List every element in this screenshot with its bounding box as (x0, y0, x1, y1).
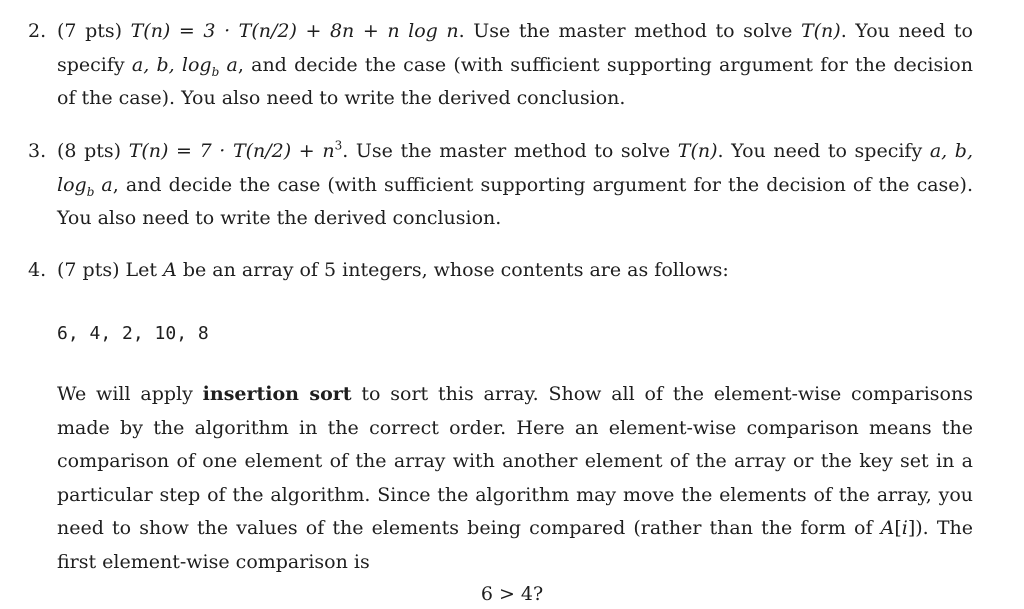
math-span: a (219, 53, 238, 76)
math-span: a, b, log (131, 53, 212, 76)
subscript: b (211, 64, 220, 79)
problem-text (57, 135, 973, 236)
text-span: . You need to specify (717, 140, 930, 162)
problem-number: 3. (28, 140, 47, 162)
problem-2 (28, 15, 973, 116)
points-label: (8 pts) (57, 140, 129, 162)
text-span: , and decide the case (with sufficient supporting argument for the decision of the case). You also need to write the derived conclusion. (57, 173, 973, 229)
math-span: i (901, 517, 908, 539)
math-span: a, b, log (57, 140, 973, 196)
points-label: (7 pts) (57, 20, 131, 42)
problem-number: 2. (28, 20, 47, 42)
math-span: T(n) (800, 20, 841, 42)
problem-3 (28, 135, 973, 236)
recurrence: T(n) = 3 · T(n/2) + 8n + n log n (130, 20, 459, 42)
text-span: . Use the master method to solve (342, 140, 678, 162)
problem-text (57, 15, 973, 116)
bold-term: insertion sort (202, 383, 352, 405)
text-span: , and decide the case (with sufficient supporting argument for the decision of the case). You also need to write the derived conclusion. (57, 53, 973, 109)
math-span: a (94, 173, 113, 196)
text-span: We will apply (57, 383, 203, 405)
problem-number: 4. (28, 259, 47, 281)
problem-text (57, 254, 973, 288)
text-span: . Use the master method to solve (458, 20, 801, 42)
superscript: 3 (334, 138, 343, 153)
math-span: A (880, 517, 895, 539)
recurrence: T(n) = 7 · T(n/2) + n (128, 140, 335, 162)
array-contents: 6, 4, 2, 10, 8 (57, 323, 209, 344)
paragraph-text (57, 378, 973, 579)
math-span: T(n) (677, 140, 718, 162)
text-span: . You need to specify (57, 20, 973, 76)
text-span: [ (894, 517, 902, 539)
subscript: b (86, 184, 95, 199)
text-span: be an array of 5 integers, whose contents are as follows: (176, 259, 729, 281)
text-span: to sort this array. Show all of the element-wise comparisons made by the algorithm in the correct order. Here an element-wise comparison means the comparison of one element of the array with another element of the array or the key set in a particular step of the algorithm. Since the algorithm may move the elements of the array, you need to show the values of the elements being compared (rather than the form of (57, 383, 973, 539)
insertion-sort-paragraph (28, 378, 973, 579)
problem-4 (28, 254, 973, 288)
math-span: A (163, 259, 177, 281)
first-comparison: 6 > 4? (480, 583, 544, 605)
points-label: (7 pts) Let (57, 259, 164, 281)
text-span: ]). The first element-wise comparison is (57, 517, 974, 573)
